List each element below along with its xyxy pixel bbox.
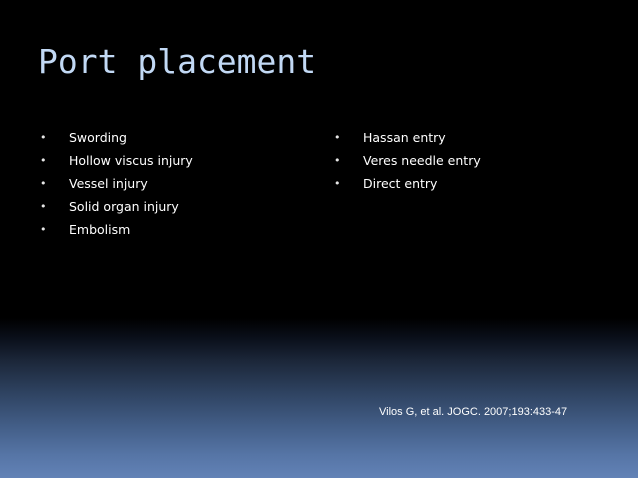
- bullet-icon: •: [40, 200, 47, 213]
- list-item: [334, 126, 481, 149]
- bullet-text: Vessel injury: [69, 176, 148, 191]
- bullet-icon: •: [40, 177, 47, 190]
- list-item: [40, 126, 193, 149]
- right-bullet-list: [334, 126, 481, 195]
- bullet-text: Embolism: [69, 222, 131, 237]
- bullet-text: Swording: [69, 130, 127, 145]
- bullet-text: Direct entry: [363, 176, 438, 191]
- bullet-text: Solid organ injury: [69, 199, 179, 214]
- list-item: [334, 149, 481, 172]
- bullet-text: Hassan entry: [363, 130, 446, 145]
- bullet-icon: •: [334, 154, 341, 167]
- bullet-icon: •: [40, 131, 47, 144]
- bullet-icon: •: [40, 223, 47, 236]
- left-bullet-list: [40, 126, 193, 241]
- list-item: [40, 172, 193, 195]
- bullet-icon: •: [40, 154, 47, 167]
- list-item: [40, 218, 193, 241]
- bullet-icon: •: [334, 131, 341, 144]
- list-item: [40, 195, 193, 218]
- bullet-text: Hollow viscus injury: [69, 153, 193, 168]
- list-item: [334, 172, 481, 195]
- bullet-text: Veres needle entry: [363, 153, 481, 168]
- citation: Vilos G, et al. JOGC. 2007;193:433-47: [379, 406, 568, 418]
- slide-title: Port placement: [38, 42, 317, 81]
- bullet-icon: •: [334, 177, 341, 190]
- list-item: [40, 149, 193, 172]
